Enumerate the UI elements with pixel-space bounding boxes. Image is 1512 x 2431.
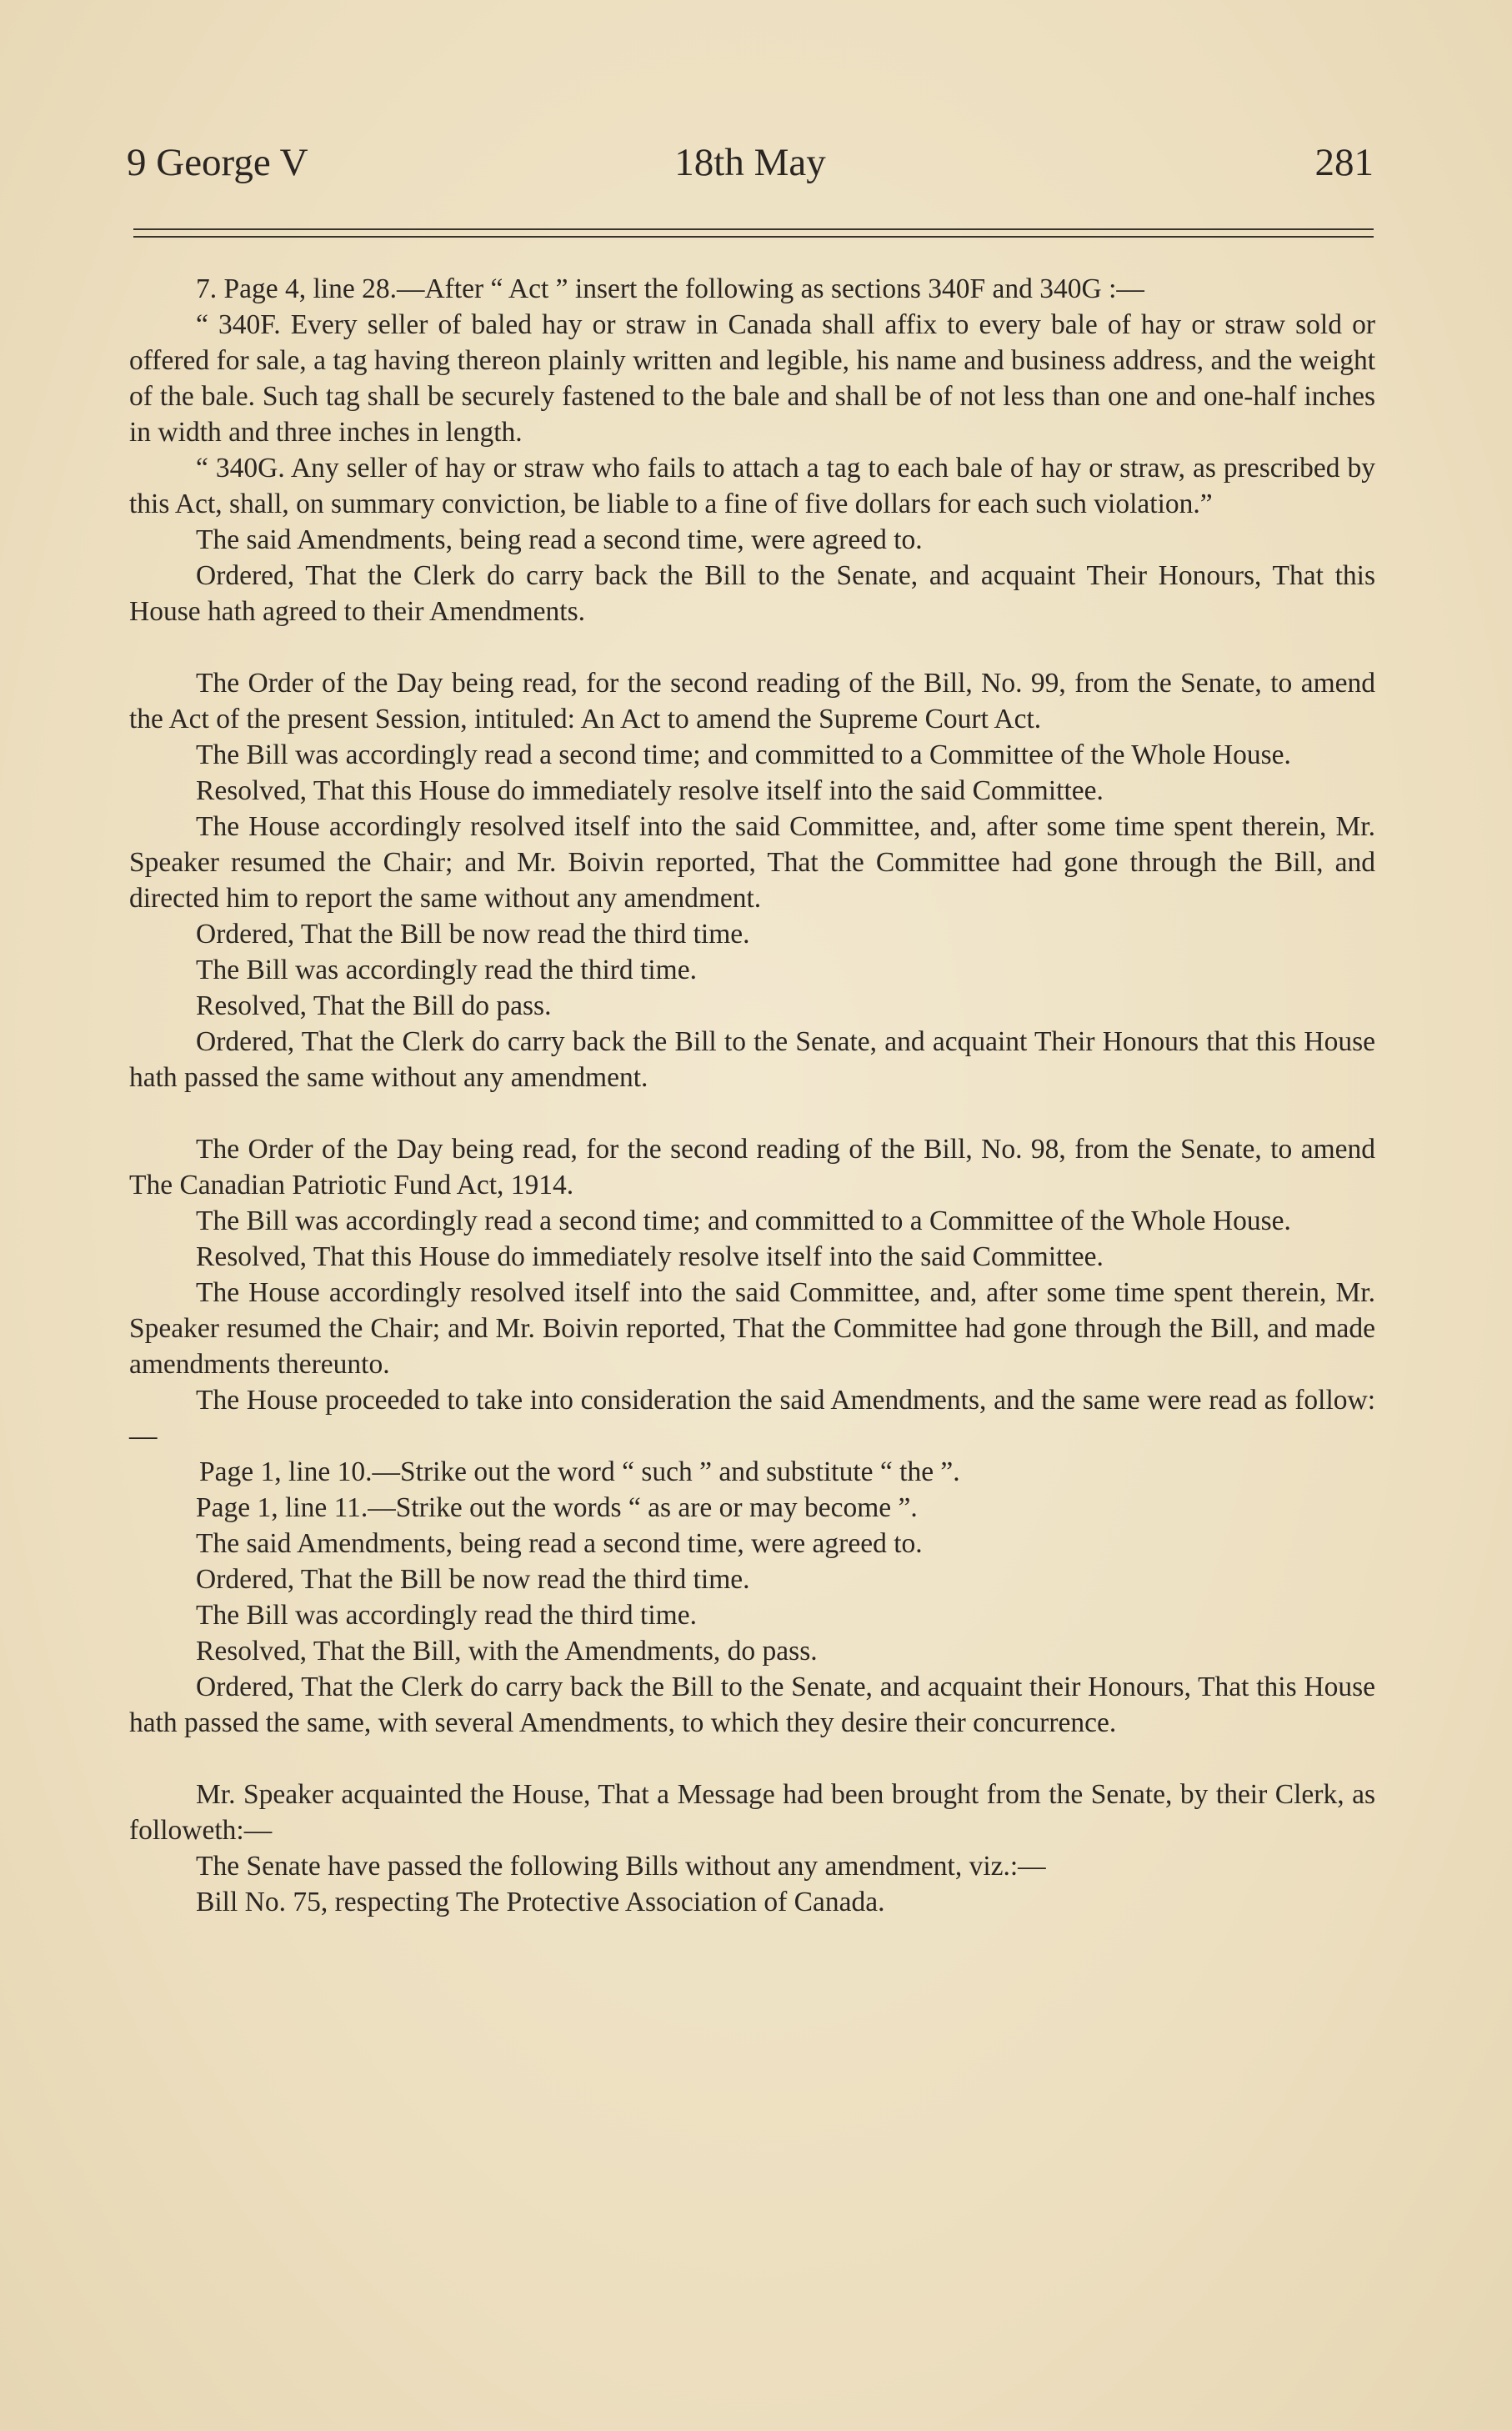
- paragraph: The Senate have passed the following Bills without any amendment, viz.:—: [196, 1851, 1046, 1882]
- header-rule-top: [133, 228, 1374, 230]
- paragraph: “ 340F. Every seller of baled hay or straw in Canada shall affix to every bale of hay or straw sold or offered for sale, a tag having thereon plainly written and legible, his name and business address, and the weight of the bale. Such tag shall be securely fastened to the bale and shall be of not less than one and one-half inches in width and three inches in length.: [129, 309, 1375, 448]
- paragraph: The House proceeded to take into consideration the said Amendments, and the same were read as follow:—: [129, 1385, 1375, 1451]
- paragraph: The Bill was accordingly read the third time.: [196, 1600, 697, 1631]
- paragraph: Ordered, That the Clerk do carry back the Bill to the Senate, and acquaint Their Honours that this House hath passed the same without any amendment.: [129, 1026, 1375, 1093]
- paragraph: The Order of the Day being read, for the second reading of the Bill, No. 99, from the Senate, to amend the Act of the present Session, intituled: An Act to amend the Supreme Court Act.: [129, 668, 1375, 734]
- paragraph: 7. Page 4, line 28.—After “ Act ” insert the following as sections 340F and 340G :—: [196, 273, 1144, 304]
- paragraph: Ordered, That the Bill be now read the third time.: [196, 1564, 750, 1595]
- paragraph: Ordered, That the Bill be now read the third time.: [196, 919, 750, 950]
- journal-body: [129, 271, 1375, 1920]
- header-rule-bottom: [133, 236, 1374, 238]
- page-date: 18th May: [674, 141, 826, 184]
- paragraph: Page 1, line 10.—Strike out the word “ such ” and substitute “ the ”.: [199, 1456, 960, 1487]
- paragraph: Resolved, That this House do immediately resolve itself into the said Committee.: [196, 775, 1104, 806]
- paragraph: Mr. Speaker acquainted the House, That a Message had been brought from the Senate, by their Clerk, as followeth:—: [129, 1779, 1375, 1846]
- paragraph: The said Amendments, being read a second time, were agreed to.: [196, 524, 923, 555]
- paragraph: The Bill was accordingly read a second time; and committed to a Committee of the Whole House.: [196, 1205, 1291, 1236]
- paragraph: Bill No. 75, respecting The Protective Association of Canada.: [196, 1887, 885, 1917]
- paragraph: Ordered, That the Clerk do carry back the Bill to the Senate, and acquaint Their Honours, That this House hath agreed to their Amendments.: [129, 560, 1375, 627]
- paragraph: The Bill was accordingly read the third time.: [196, 955, 697, 985]
- page-header: [127, 140, 1374, 190]
- paragraph: The House accordingly resolved itself into the said Committee, and, after some time spent therein, Mr. Speaker resumed the Chair; and Mr. Boivin reported, That the Committee had gone through the Bill, and directed him to report the same without any amendment.: [129, 811, 1375, 914]
- paragraph: Resolved, That the Bill, with the Amendments, do pass.: [196, 1636, 818, 1667]
- paragraph: Page 1, line 11.—Strike out the words “ as are or may become ”.: [196, 1492, 918, 1523]
- paragraph: Resolved, That this House do immediately resolve itself into the said Committee.: [196, 1241, 1104, 1272]
- page-number: 281: [1314, 141, 1374, 184]
- paragraph: The said Amendments, being read a second time, were agreed to.: [196, 1528, 923, 1559]
- paragraph: The Order of the Day being read, for the second reading of the Bill, No. 98, from the Senate, to amend The Canadian Patriotic Fund Act, 1914.: [129, 1134, 1375, 1200]
- paragraph: The House accordingly resolved itself into the said Committee, and, after some time spent therein, Mr. Speaker resumed the Chair; and Mr. Boivin reported, That the Committee had gone through the Bill, and made amendments thereunto.: [129, 1277, 1375, 1380]
- paragraph: The Bill was accordingly read a second time; and committed to a Committee of the Whole House.: [196, 739, 1291, 770]
- paragraph: Resolved, That the Bill do pass.: [196, 990, 552, 1021]
- paragraph: “ 340G. Any seller of hay or straw who fails to attach a tag to each bale of hay or straw, as prescribed by this Act, shall, on summary conviction, be liable to a fine of five dollars for each such violation.”: [129, 453, 1375, 519]
- regnal-year: 9 George V: [127, 141, 308, 184]
- paragraph: Ordered, That the Clerk do carry back the Bill to the Senate, and acquaint their Honours, That this House hath passed the same, with several Amendments, to which they desire their concurrence.: [129, 1672, 1375, 1738]
